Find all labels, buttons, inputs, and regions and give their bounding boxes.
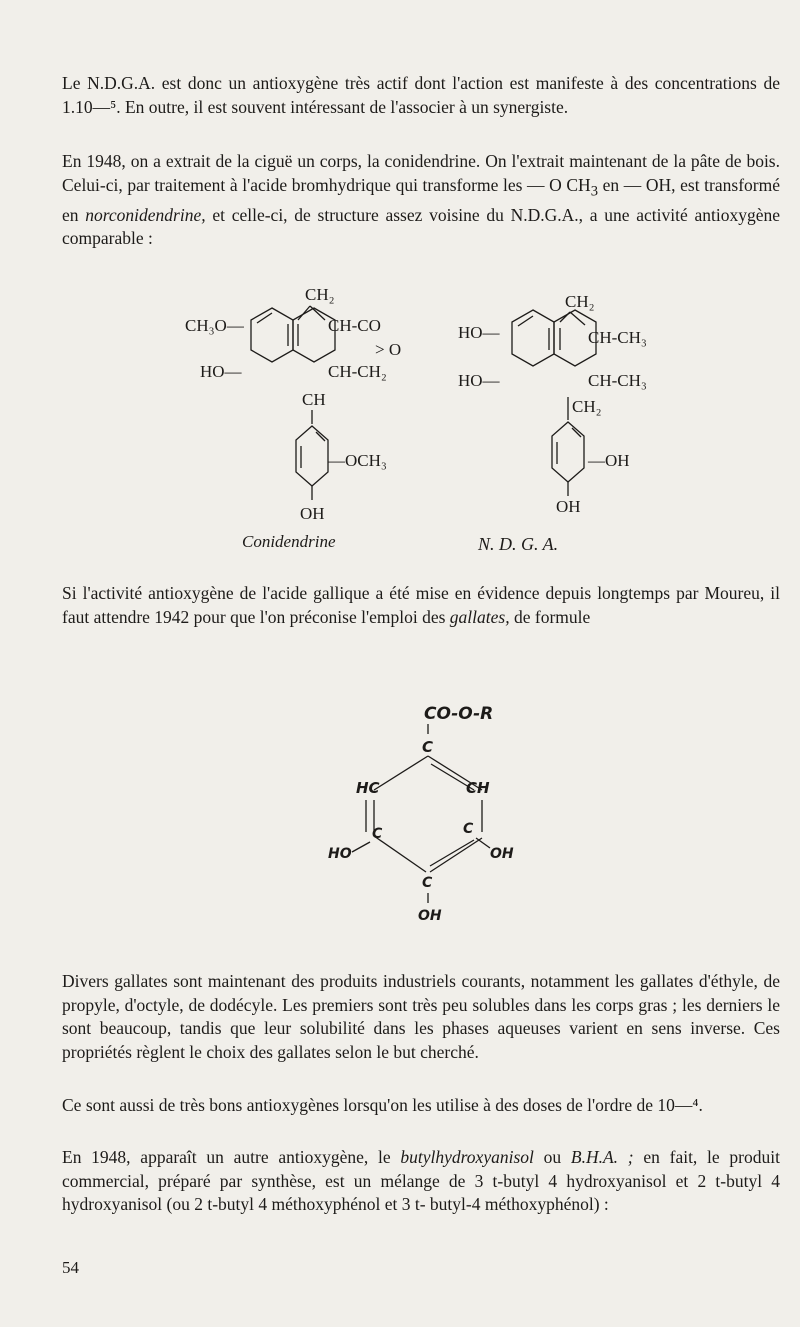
structures-conidendrine-ndga <box>150 275 670 565</box>
conidendrine-ch-co: CH-CO <box>328 316 381 335</box>
conidendrine-caption: Conidendrine <box>242 532 336 551</box>
ndga-structure <box>458 292 647 554</box>
paragraph-doses: Ce sont aussi de très bons antioxygènes lorsqu'on les utilise à des doses de l'ordre de 10—⁴. <box>62 1095 703 1115</box>
text-segment: Si l'activité antioxygène de l'acide gallique a été mise en évidence depuis longtemps par Moureu, il faut attendre 1942 pour que l'on préconise l'emploi des <box>62 583 780 627</box>
gallate-coor: CO-O-R <box>424 704 494 724</box>
ndga-ch-ch3-top: CH-CH₃ <box>588 328 647 347</box>
gallate-c-left: C <box>372 826 383 842</box>
ndga-oh-right: —OH <box>588 451 630 470</box>
gallate-oh-right: OH <box>490 846 514 862</box>
paragraph-divers-gallates: Divers gallates sont maintenant des produits industriels courants, notamment les gallates d'éthyle, de propyle, d'octyle, de dodécyle. Les premiers sont très peu solubles dans les corps gras ; les derniers le sont beaucoup, tandis que leur solubilité dans les phases aqueuses varient en sens inverse. Ces propriétés règlent le choix des gallates selon le but cherché. <box>62 971 780 1062</box>
text-segment: ou <box>533 1147 571 1167</box>
subscript: 3 <box>590 183 598 199</box>
conidendrine-ch-ch2: CH-CH₂ <box>328 362 387 381</box>
italic-term: butylhydroxyanisol <box>400 1147 534 1167</box>
conidendrine-structure <box>185 285 401 551</box>
gallate-ch: CH <box>466 779 490 797</box>
conidendrine-oh: OH <box>300 504 325 523</box>
ndga-ch2-top: CH₂ <box>565 292 595 311</box>
gallate-oh-bottom: OH <box>418 908 442 924</box>
text-segment: et celle-ci, de structure assez voisine du N.D.G.A., a une activité antioxygène comparable : <box>62 204 780 248</box>
ndga-oh-bottom: OH <box>556 497 581 516</box>
paragraph-bha <box>62 1146 780 1217</box>
gallate-c-bottom: C <box>422 875 433 891</box>
ndga-ho-top: HO— <box>458 323 500 342</box>
conidendrine-ch2: CH₂ <box>305 285 335 304</box>
conidendrine-gt-o: > O <box>375 340 402 359</box>
text-segment: En 1948, apparaît un autre antioxygène, le <box>62 1147 401 1167</box>
gallate-c-top: C <box>422 738 434 756</box>
paragraph-gallates <box>62 582 780 629</box>
conidendrine-ch: CH <box>302 390 326 409</box>
text-segment: en fait, le produit commercial, préparé par synthèse, est un mélange de 3 t-butyl 4 hydroxyanisol et 2 t-butyl 4 hydroxyanisol (ou 2 t-butyl 4 méthoxyphénol et 3 t- butyl-4 méthoxyphénol) : <box>62 1147 780 1214</box>
gallate-ho: HO <box>328 846 352 862</box>
gallate-c-right: C <box>463 821 474 837</box>
paragraph-conidendrine <box>62 150 780 251</box>
structure-gallate <box>300 690 540 930</box>
text-segment: de formule <box>509 606 591 627</box>
conidendrine-och3: —OCH₃ <box>328 451 387 470</box>
italic-term: B.H.A. ; <box>570 1147 634 1167</box>
ndga-caption: N. D. G. A. <box>478 534 559 554</box>
conidendrine-ho: HO— <box>200 362 242 381</box>
gallate-hc: HC <box>356 779 380 797</box>
text-segment: en — OH, est transformé en <box>62 174 780 225</box>
paragraph-ndga-concentration: Le N.D.G.A. est donc un antioxygène très actif dont l'action est manifeste à des concentrations de 1.10—⁵. En outre, il est souvent intéressant de l'associer à un synergiste. <box>62 73 780 117</box>
conidendrine-ch3o: CH₃O— <box>185 316 244 335</box>
ndga-ch2-mid: CH₂ <box>572 397 602 416</box>
page-number: 54 <box>62 1258 79 1277</box>
italic-term: norconidendrine, <box>85 204 206 225</box>
ndga-ho-bottom: HO— <box>458 371 500 390</box>
text-segment: En 1948, on a extrait de la ciguë un corps, la conidendrine. On l'extrait maintenant de la pâte de bois. Celui-ci, par traitement à l'acide bromhydrique qui transforme les — O CH <box>62 151 780 195</box>
ndga-ch-ch3-bottom: CH-CH₃ <box>588 371 647 390</box>
italic-term: gallates, <box>449 606 510 627</box>
